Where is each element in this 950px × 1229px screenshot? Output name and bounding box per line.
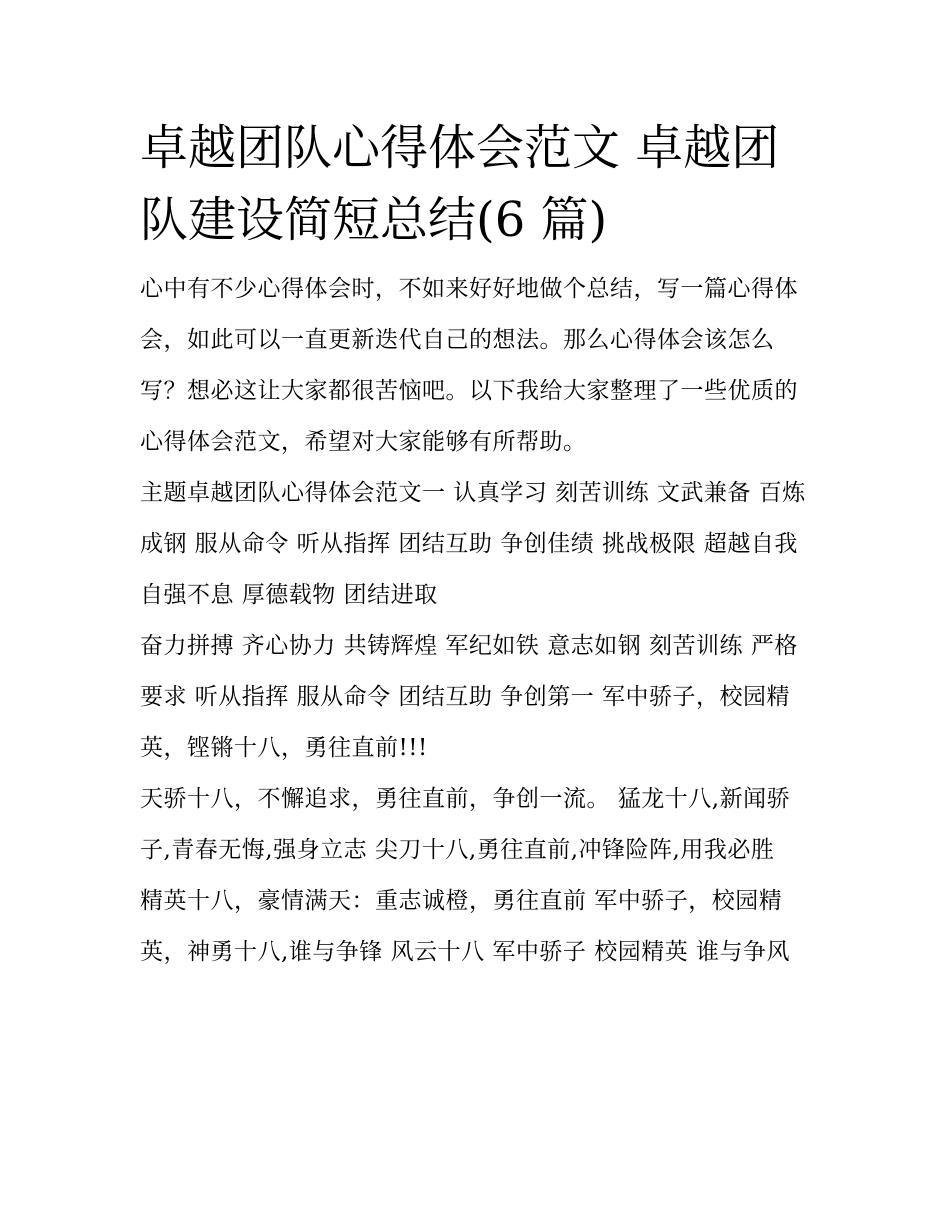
document-body — [140, 112, 812, 978]
document-title: 卓越团队心得体会范文 卓越团队建设简短总结(6 篇) — [140, 120, 780, 248]
slogan-paragraph-1: 主题卓越团队心得体会范文一 认真学习 刻苦训练 文武兼备 百炼成钢 服从命令 听从指挥 团结互助 争创佳绩 挑战极限 超越自我 自强不息 厚德载物 团结进取 — [140, 480, 806, 608]
slogan-paragraph-2: 奋力拼搏 齐心协力 共铸辉煌 军纪如铁 意志如钢 刻苦训练 严格要求 听从指挥 服从命令 团结互助 争创第一 军中骄子，校园精英，铿锵十八，勇往直前!!! — [140, 633, 798, 761]
slogan-paragraph-4: 精英十八，豪情满天：重志诚橙，勇往直前 军中骄子，校园精英，神勇十八,谁与争锋 风云十八 军中骄子 校园精英 谁与争风 — [140, 888, 791, 965]
slogan-paragraph-3: 天骄十八，不懈追求，勇往直前，争创一流。 猛龙十八,新闻骄子,青春无悔,强身立志 尖刀十八,勇往直前,冲锋险阵,用我必胜 — [140, 786, 791, 863]
intro-paragraph: 心中有不少心得体会时，不如来好好地做个总结，写一篇心得体会，如此可以一直更新迭代自己的想法。那么心得体会该怎么写？想必这让大家都很苦恼吧。以下我给大家整理了一些优质的心得体会范文，希望对大家能够有所帮助。 — [140, 276, 798, 455]
